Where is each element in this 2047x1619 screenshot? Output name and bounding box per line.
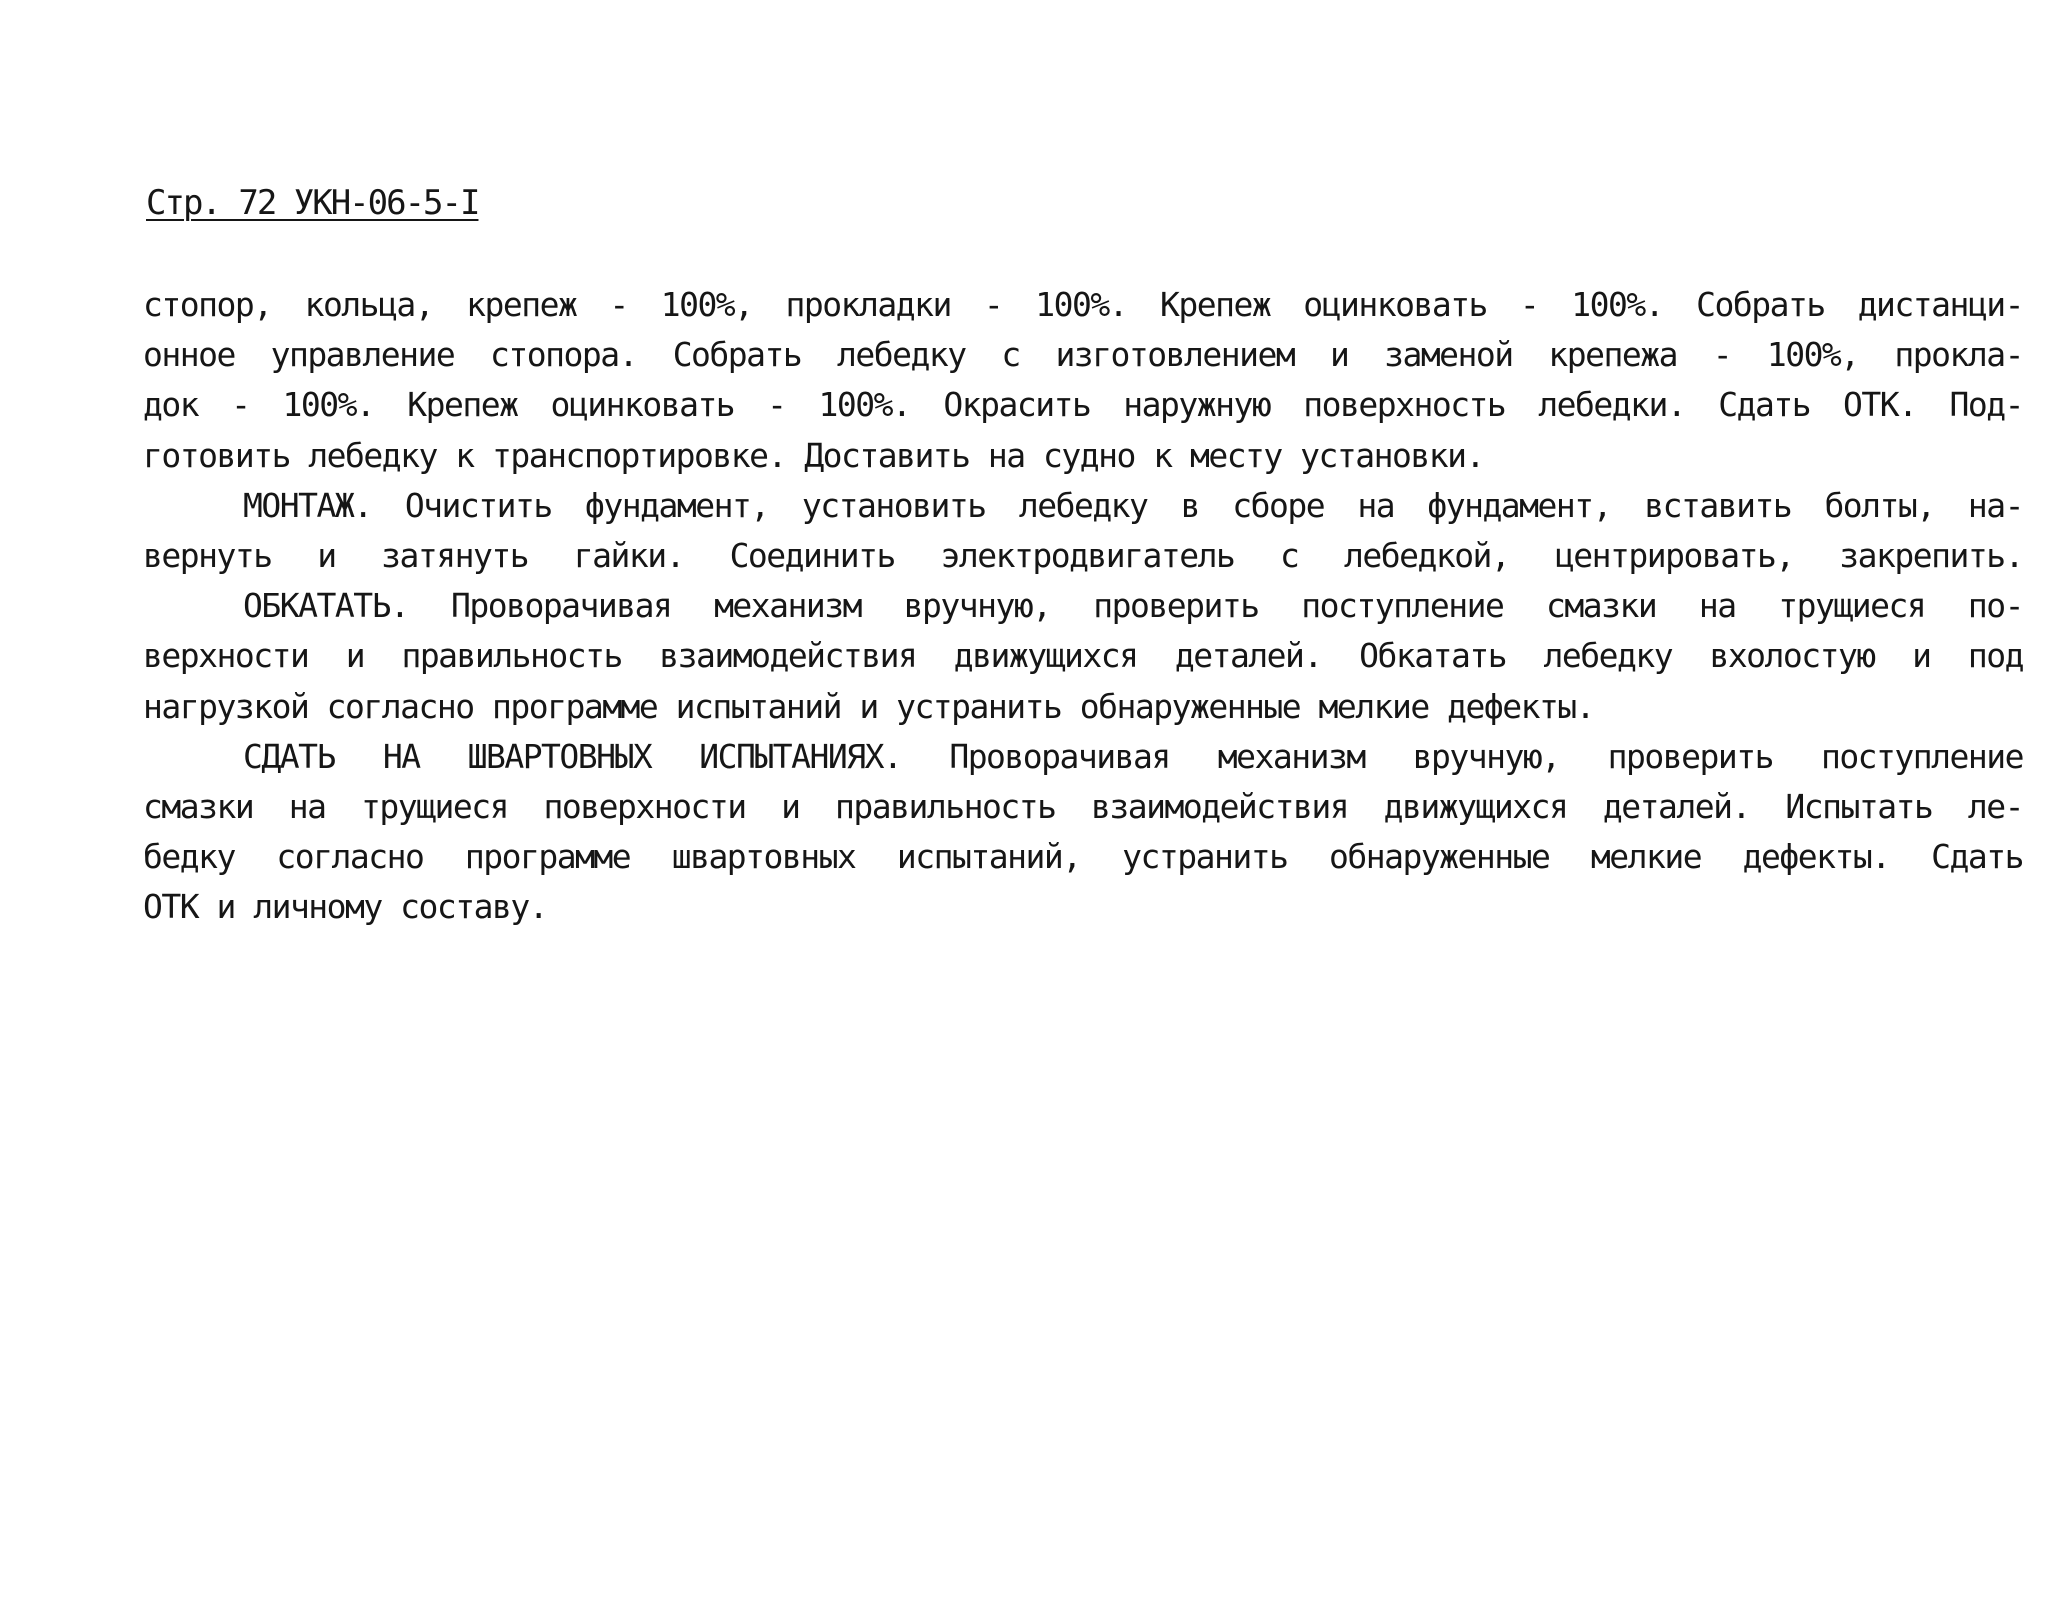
text-line: док - 100%. Крепеж оцинковать - 100%. Окрасить наружную поверхность лебедки. Сдать ОТК. Под-	[143, 385, 2023, 425]
text-line: онное управление стопора. Собрать лебедку с изготовлением и заменой крепежа - 100%, прокла-	[143, 335, 2023, 375]
page-reference-header: Стр. 72 УКН-06-5-I	[146, 183, 479, 223]
text-line: смазки на трущиеся поверхности и правильность взаимодействия движущихся деталей. Испытать ле-	[143, 786, 2023, 826]
text-line: верхности и правильность взаимодействия движущихся деталей. Обкатать лебедку вхолостую и под	[143, 636, 2023, 676]
document-body	[143, 280, 2023, 932]
paragraph-montazh-start: МОНТАЖ. Очистить фундамент, установить лебедку в сборе на фундамент, вставить болты, на-	[243, 485, 2023, 525]
text-line: стопор, кольца, крепеж - 100%, прокладки - 100%. Крепеж оцинковать - 100%. Собрать дистанци-	[143, 285, 2023, 324]
text-line: нагрузкой согласно программе испытаний и устранить обнаруженные мелкие дефекты.	[143, 686, 1595, 726]
text-line: бедку согласно программе швартовных испытаний, устранить обнаруженные мелкие дефекты. Сдать	[143, 837, 2023, 877]
text-line: вернуть и затянуть гайки. Соединить электродвигатель с лебедкой, центрировать, закрепить.	[143, 535, 2023, 575]
paragraph-obkatat-start: ОБКАТАТЬ. Проворачивая механизм вручную, проверить поступление смазки на трущиеся по-	[243, 586, 2023, 626]
text-line: готовить лебедку к транспортировке. Доставить на судно к месту установки.	[143, 435, 1484, 475]
text-line: ОТК и личному составу.	[143, 887, 548, 927]
paragraph-sdat-start: СДАТЬ НА ШВАРТОВНЫХ ИСПЫТАНИЯХ. Проворачивая механизм вручную, проверить поступление	[243, 736, 2023, 776]
